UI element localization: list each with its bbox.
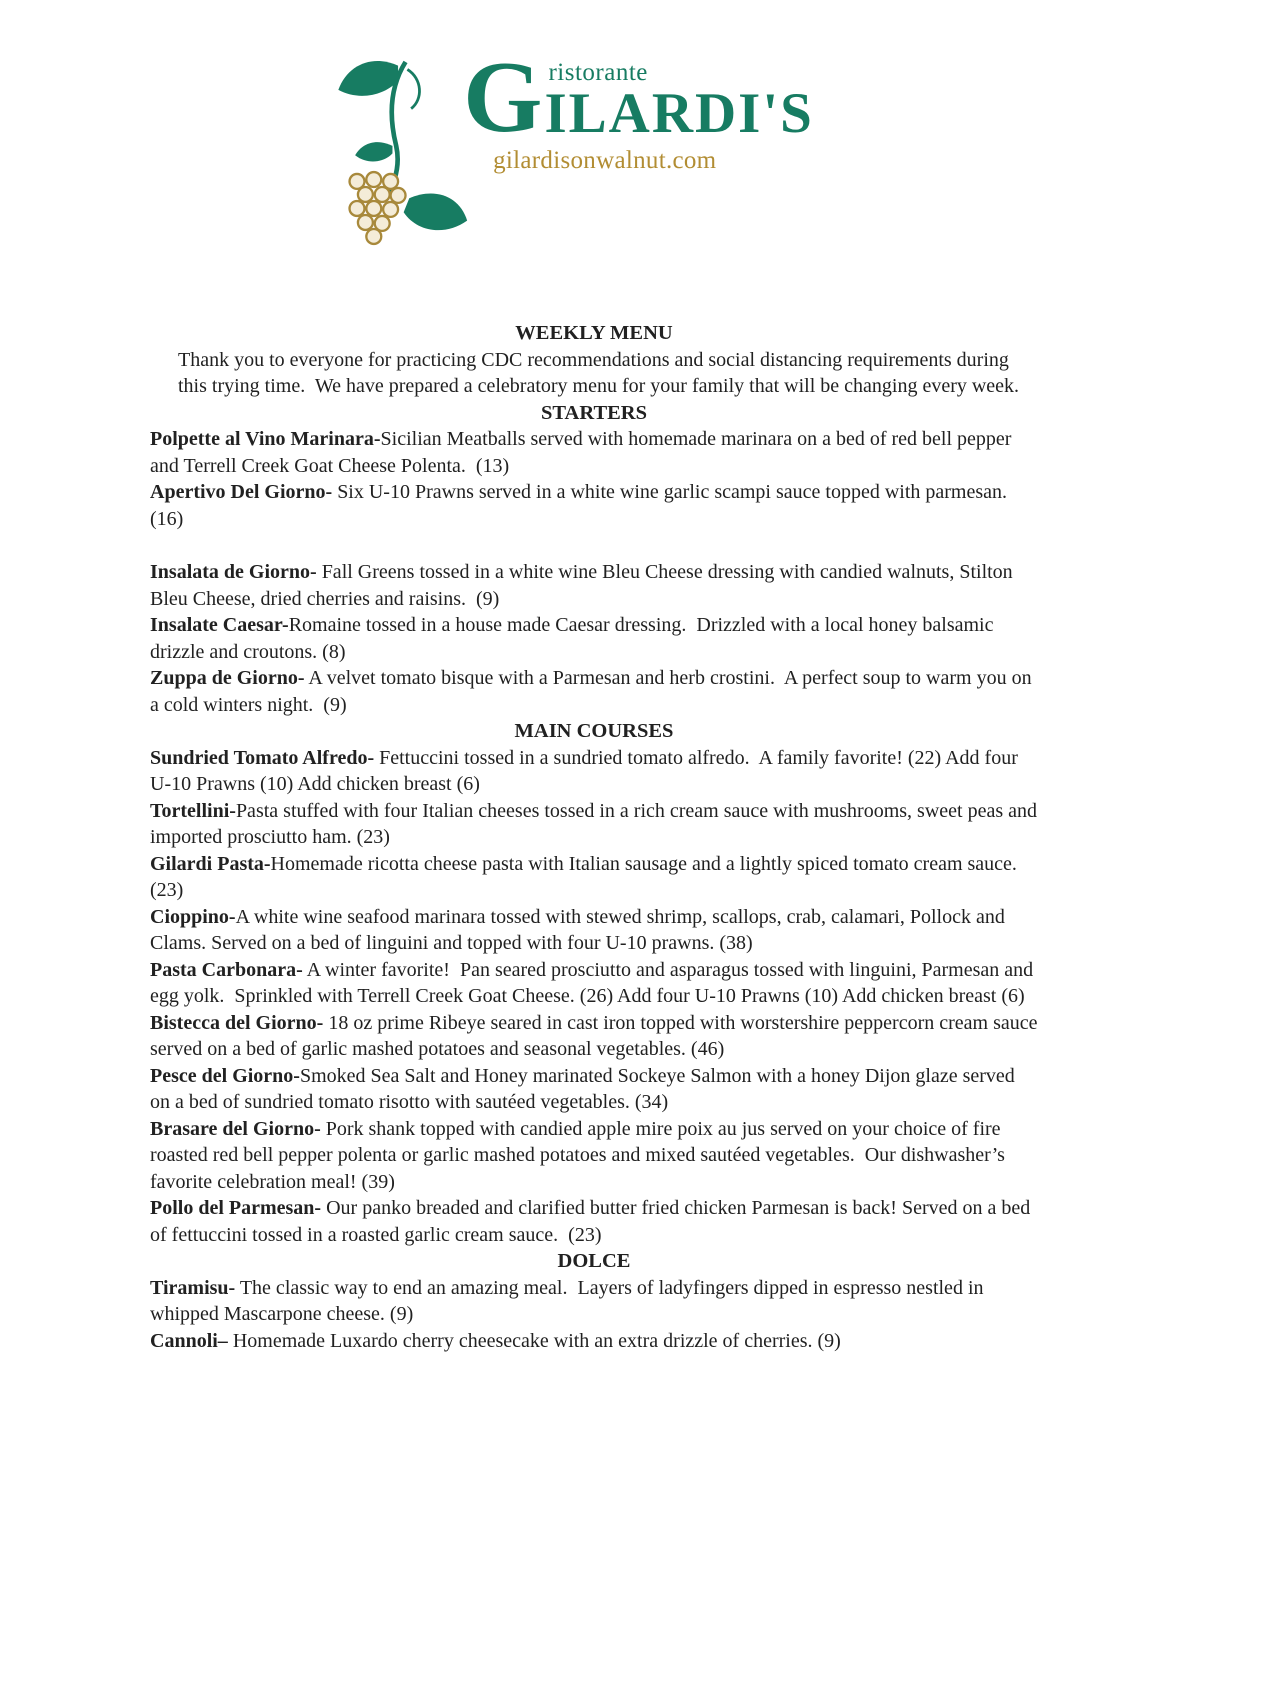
dish-name: Zuppa de Giorno- bbox=[150, 667, 305, 689]
dish-name: Pasta Carbonara- bbox=[150, 958, 303, 981]
dish-name: Bistecca del Giorno- bbox=[150, 1011, 324, 1034]
menu-item bbox=[150, 957, 1038, 1010]
section-heading: MAIN COURSES bbox=[514, 720, 674, 742]
menu-item bbox=[150, 798, 1043, 851]
menu-sections bbox=[150, 400, 1043, 1355]
dish-name: Tiramisu- bbox=[150, 1276, 236, 1299]
menu-item bbox=[150, 426, 1038, 479]
dish-description: Pasta stuffed with four Italian cheeses tossed in a rich cream sauce with mushrooms, sweet peas and imported prosciutto ham. (23) bbox=[150, 799, 1043, 848]
section-heading: DOLCE bbox=[557, 1250, 631, 1272]
menu-item bbox=[150, 1010, 1043, 1063]
dish-description: A winter favorite! Pan seared prosciutto and asparagus tossed with linguini, Parmesan and egg yolk. Sprinkled with Terrell Creek Goat Cheese. (26) Add four U-10 Prawns (10) Add chicken breast (6) bbox=[150, 958, 1039, 1007]
menu-item bbox=[150, 904, 1038, 957]
dish-name: Tortellini- bbox=[150, 799, 236, 822]
dish-name: Pesce del Giorno- bbox=[150, 1064, 300, 1087]
dish-description: Fettuccini tossed in a sundried tomato alfredo. A family favorite! (22) Add four U-10 Prawns (10) Add chicken breast (6) bbox=[150, 746, 1023, 795]
logo-name-rest: ILARDI'S bbox=[544, 82, 814, 145]
logo-initial: G bbox=[463, 41, 543, 154]
menu-item bbox=[150, 1275, 1038, 1328]
menu-item bbox=[150, 479, 1038, 532]
website-url: gilardisonwalnut.com bbox=[493, 147, 717, 175]
menu-item bbox=[150, 1328, 1038, 1355]
dish-description: Homemade Luxardo cherry cheesecake with an extra drizzle of cherries. (9) bbox=[227, 1329, 841, 1352]
dish-description: Homemade ricotta cheese pasta with Italian sausage and a lightly spiced tomato cream sauce. (23) bbox=[150, 852, 1022, 901]
dish-description: Pork shank topped with candied apple mire poix au jus served on your choice of fire roasted red bell pepper polenta or garlic mashed potatoes and mixed sautéed vegetables. Our dishwasher’s favorite celebration meal! (39) bbox=[150, 1117, 1010, 1193]
logo-ristorante-label: ristorante bbox=[548, 59, 648, 86]
menu-document bbox=[150, 320, 1043, 1354]
dish-description: A white wine seafood marinara tossed with stewed shrimp, scallops, crab, calamari, Pollock and Clams. Served on a bed of linguini and topped with four U-10 prawns. (38) bbox=[150, 905, 1010, 954]
dish-name: Insalata de Giorno- bbox=[150, 561, 317, 583]
menu-title: WEEKLY MENU bbox=[515, 322, 673, 344]
dish-description: Sicilian Meatballs served with homemade marinara on a bed of red bell pepper and Terrell Creek Goat Cheese Polenta. (13) bbox=[150, 428, 1017, 477]
dish-description: The classic way to end an amazing meal. Layers of ladyfingers dipped in espresso nestled in whipped Mascarpone cheese. (9) bbox=[150, 1276, 989, 1325]
menu-item bbox=[150, 559, 1038, 612]
restaurant-logo bbox=[329, 41, 814, 248]
dish-description: Six U-10 Prawns served in a white wine garlic scampi sauce topped with parmesan. (16) bbox=[150, 481, 1013, 530]
dish-description: Romaine tossed in a house made Caesar dressing. Drizzled with a local honey balsamic drizzle and croutons. (8) bbox=[150, 614, 999, 663]
dish-name: Brasare del Giorno- bbox=[150, 1117, 321, 1140]
dish-name: Gilardi Pasta- bbox=[150, 852, 271, 875]
menu-item bbox=[150, 745, 1038, 798]
dish-description: Smoked Sea Salt and Honey marinated Sockeye Salmon with a honey Dijon glaze served on a bed of sundried tomato risotto with sautéed vegetables. (34) bbox=[150, 1064, 1020, 1113]
dish-name: Sundried Tomato Alfredo- bbox=[150, 746, 375, 769]
section-heading: STARTERS bbox=[541, 401, 647, 424]
dish-name: Apertivo Del Giorno- bbox=[150, 481, 333, 503]
menu-intro: Thank you to everyone for practicing CDC recommendations and social distancing requirements during this trying time. We have prepared a celebratory menu for your family that will be changing every week. bbox=[178, 348, 1020, 397]
menu-item bbox=[150, 612, 1038, 665]
dish-name: Insalate Caesar- bbox=[150, 614, 289, 636]
menu-item bbox=[150, 1063, 1038, 1116]
dish-name: Polpette al Vino Marinara- bbox=[150, 428, 381, 450]
grapevine-logo-graphic bbox=[329, 56, 469, 248]
dish-name: Cannoli– bbox=[150, 1329, 228, 1352]
dish-description: 18 oz prime Ribeye seared in cast iron topped with worstershire peppercorn cream sauce served on a bed of garlic mashed potatoes and seasonal vegetables. (46) bbox=[150, 1011, 1043, 1060]
dish-description: Our panko breaded and clarified butter fried chicken Parmesan is back! Served on a bed of fettuccini tossed in a roasted garlic cream sauce. (23) bbox=[150, 1197, 1036, 1246]
menu-item bbox=[150, 1116, 1038, 1196]
menu-item bbox=[150, 1195, 1038, 1248]
dish-name: Pollo del Parmesan- bbox=[150, 1197, 322, 1219]
menu-item bbox=[150, 665, 1038, 718]
menu-item bbox=[150, 851, 1038, 904]
dish-description: Fall Greens tossed in a white wine Bleu Cheese dressing with candied walnuts, Stilton Bleu Cheese, dried cherries and raisins. (9) bbox=[150, 561, 1018, 610]
restaurant-name bbox=[463, 41, 814, 154]
dish-description: A velvet tomato bisque with a Parmesan and herb crostini. A perfect soup to warm you on a cold winters night. (9) bbox=[150, 667, 1037, 716]
dish-name: Cioppino- bbox=[150, 905, 236, 928]
